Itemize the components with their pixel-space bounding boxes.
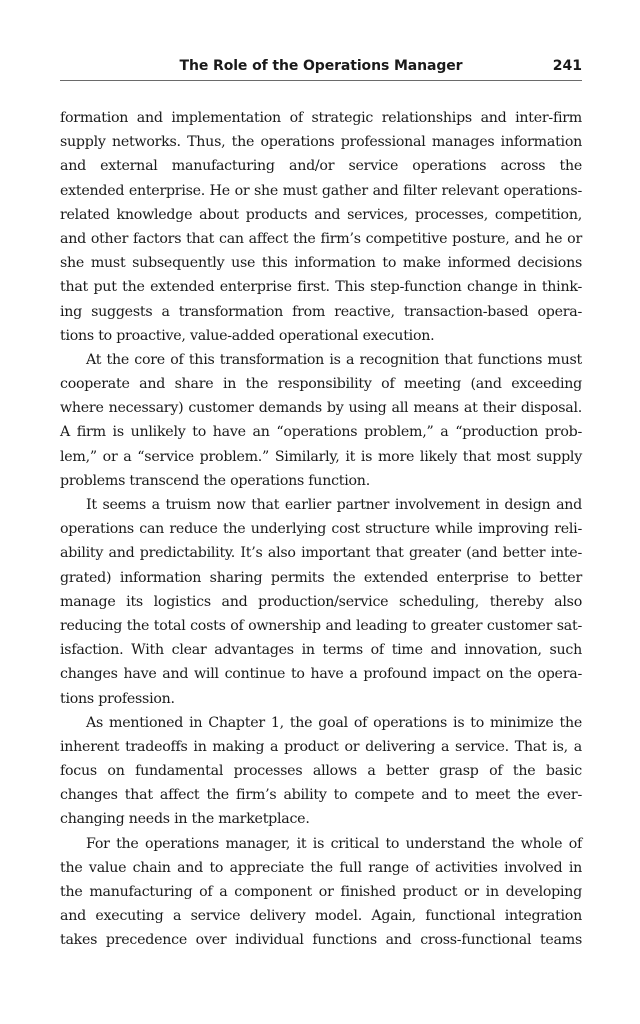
text-line: formation and implementation of strategic relationships and inter-firm [60,110,582,126]
text-line: the value chain and to appreciate the full range of activities involved in [60,859,582,876]
text-line: changes that affect the firm’s ability to compete and to meet the ever- [60,787,582,804]
text-line: reducing the total costs of ownership and leading to greater customer sat- [60,617,582,634]
text-line: For the operations manager, it is critical to understand the whole of [86,835,582,852]
text-line: that put the extended enterprise first. This step-function change in think- [60,279,582,296]
text-line: and external manufacturing and/or service operations across the [60,158,582,175]
text-line: the manufacturing of a component or finished product or in developing [60,884,582,900]
text-line: At the core of this transformation is a recognition that functions must [86,351,582,368]
text-line: isfaction. With clear advantages in terms of time and innovation, such [60,642,582,659]
text-line: grated) information sharing permits the extended enterprise to better [60,569,582,586]
text-line: supply networks. Thus, the operations professional manages information [60,134,582,151]
text-line: focus on fundamental processes allows a better grasp of the basic [60,763,582,780]
text-line: and other factors that can affect the firm’s competitive posture, and he or [60,230,582,247]
text-line: It seems a truism now that earlier partner involvement in design and [86,497,582,513]
text-line: tions profession. [60,690,175,707]
text-line: changes have and will continue to have a profound impact on the opera- [60,666,582,683]
text-line: operations can reduce the underlying cost structure while improving reli- [60,521,582,538]
text-line: cooperate and share in the responsibility of meeting (and exceeding [60,376,582,393]
text-line: and executing a service delivery model. Again, functional integration [60,908,582,925]
text-line: related knowledge about products and services, processes, competition, [60,206,582,223]
text-line: she must subsequently use this information to make informed decisions [60,255,582,272]
text-line: lem,” or a “service problem.” Similarly, it is more likely that most supply [60,448,582,465]
text-line: ability and predictability. It’s also important that greater (and better inte- [60,545,582,562]
text-line: changing needs in the marketplace. [60,811,310,828]
body-text [60,106,582,953]
running-header [60,56,582,81]
running-title: The Role of the Operations Manager [179,58,463,74]
page-number: 241 [552,58,582,74]
text-line: As mentioned in Chapter 1, the goal of operations is to minimize the [86,714,582,731]
text-line: tions to proactive, value-added operational execution. [60,327,435,344]
text-line: extended enterprise. He or she must gather and filter relevant operations- [60,182,582,199]
text-line: ing suggests a transformation from reactive, transaction-based opera- [60,303,582,320]
text-line: A firm is unlikely to have an “operations problem,” a “production prob- [60,424,582,441]
text-line: where necessary) customer demands by using all means at their disposal. [60,400,582,417]
text-line: manage its logistics and production/service scheduling, thereby also [60,593,582,610]
text-line: inherent tradeoffs in making a product or delivering a service. That is, a [60,738,582,755]
text-line: problems transcend the operations function. [60,472,370,489]
text-line: takes precedence over individual functions and cross-functional teams [60,932,582,949]
